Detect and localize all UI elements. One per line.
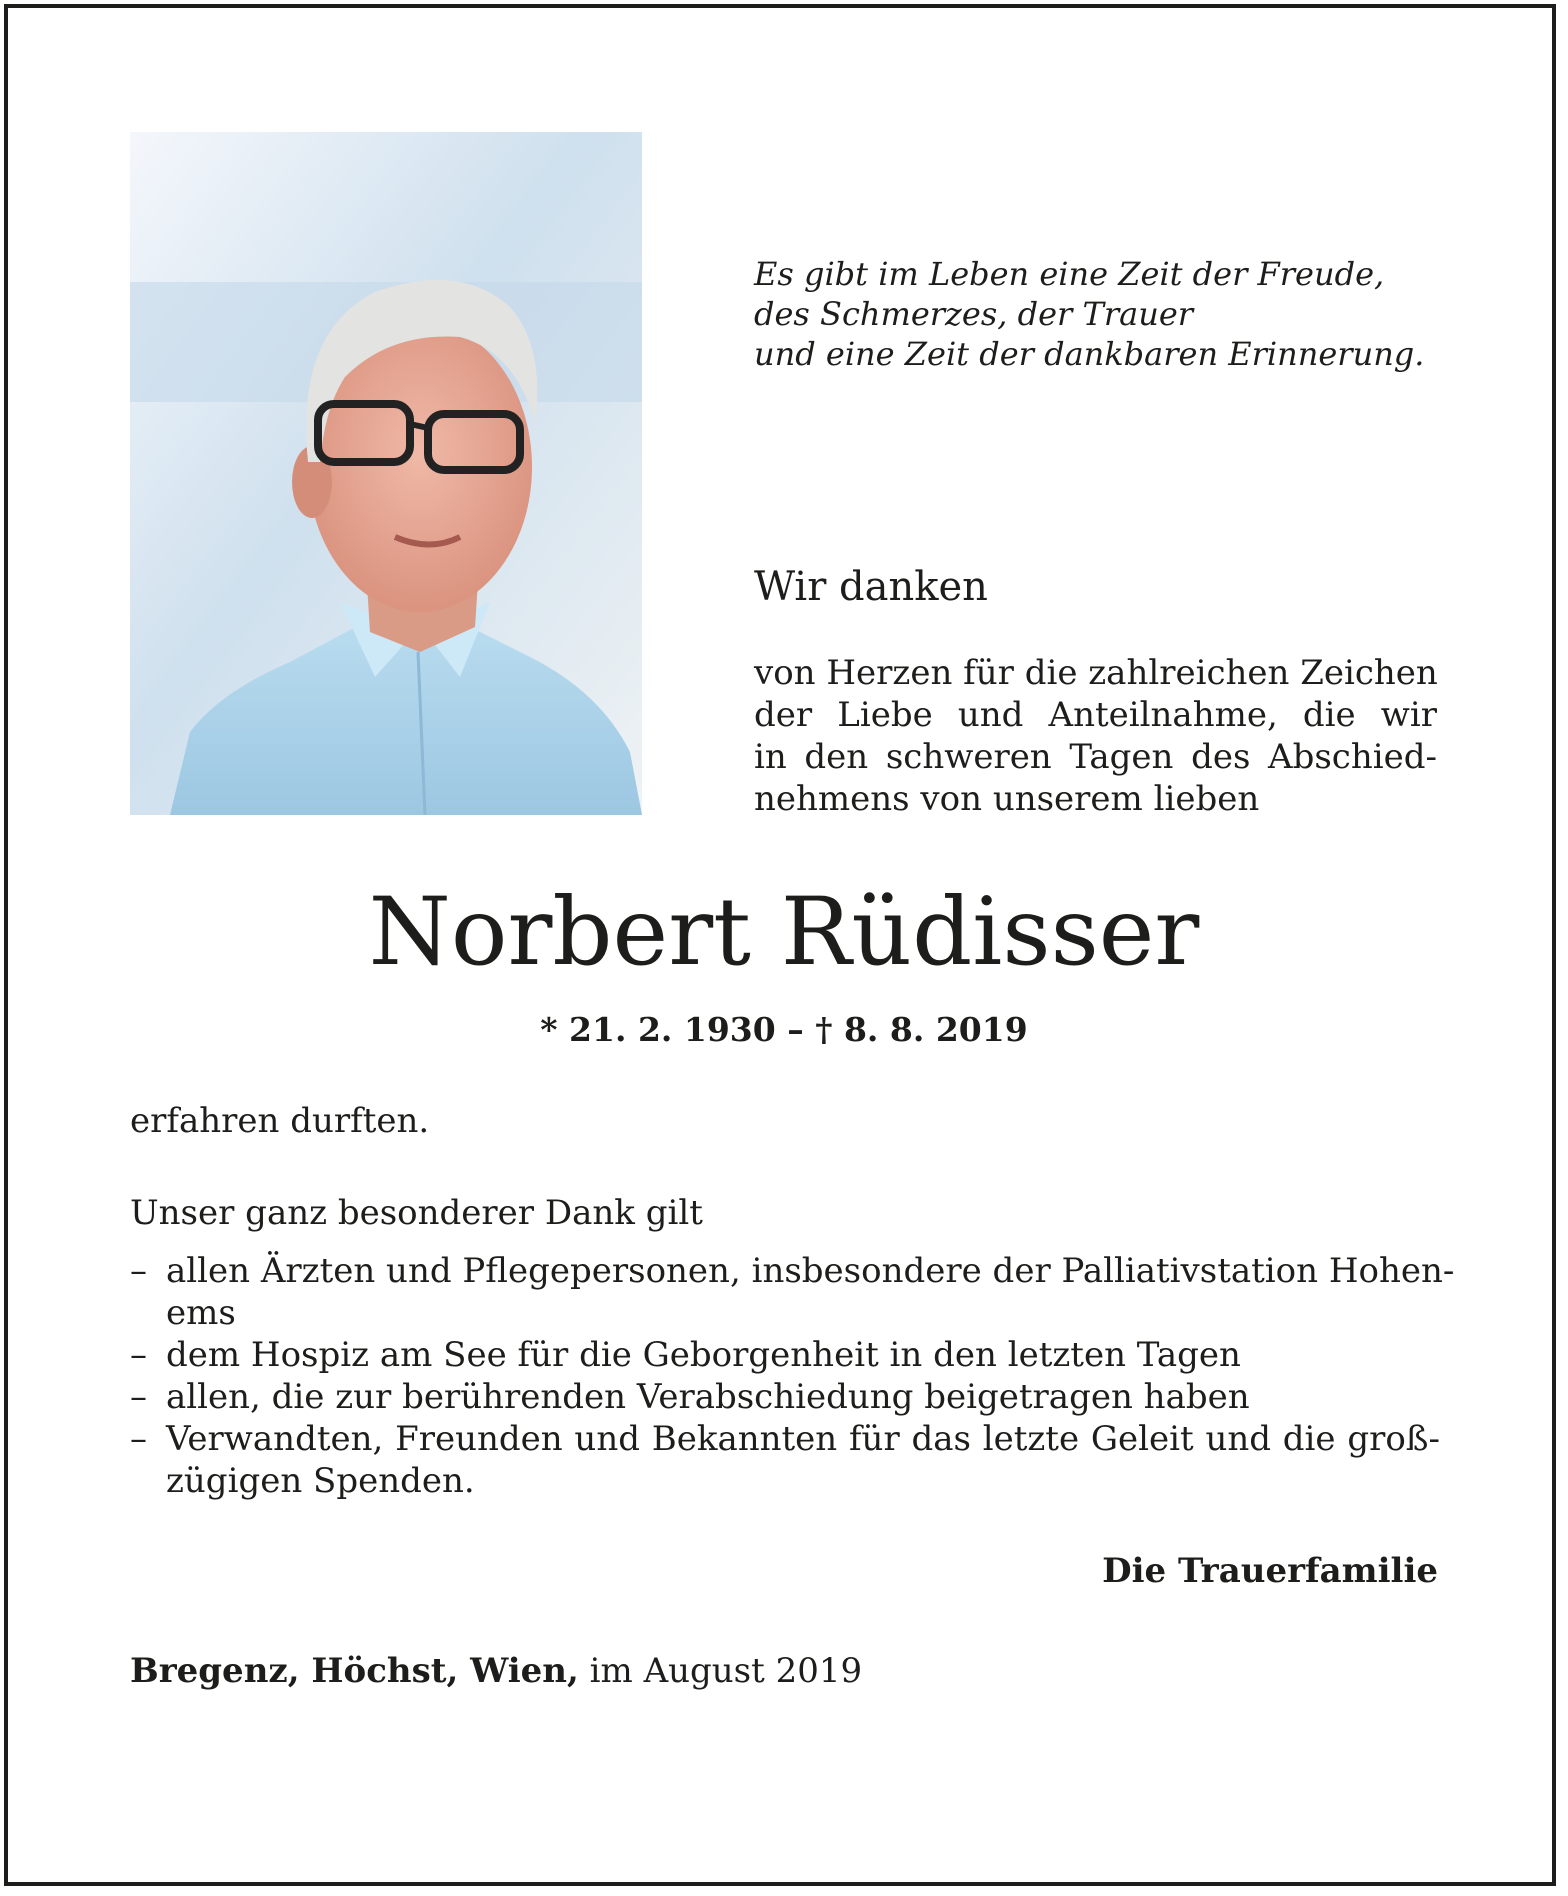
thanks-heading: Wir danken (754, 564, 988, 610)
dash-bullet: – (130, 1251, 147, 1291)
thanks-paragraph (754, 652, 1437, 820)
place-date: im August 2019 (589, 1651, 863, 1691)
list-item-line: ems (166, 1293, 236, 1333)
quote-line: des Schmerzes, der Trauer (754, 295, 1194, 333)
list-item-line: Verwandten, Freunden und Bekannten für das letzte Geleit und die groß- (166, 1419, 1440, 1459)
portrait-image (130, 132, 642, 815)
list-item (130, 1376, 1440, 1418)
list-item (130, 1250, 1455, 1334)
quote-line: Es gibt im Leben eine Zeit der Freude, (754, 255, 1385, 293)
list-item-line: allen, die zur berührenden Verabschiedung beigetragen haben (166, 1377, 1250, 1417)
list-item (130, 1418, 1440, 1502)
memorial-quote (754, 254, 1474, 374)
list-item (130, 1334, 1440, 1376)
closing-phrase: erfahren durften. (130, 1101, 430, 1141)
list-item-line: allen Ärzten und Pflegepersonen, insbesondere der Palliativstation Hohen- (166, 1251, 1455, 1291)
dash-bullet: – (130, 1377, 147, 1417)
list-intro: Unser ganz besonderer Dank gilt (130, 1193, 703, 1233)
thanks-line: von Herzen für die zahlreichen Zeichen (754, 653, 1438, 693)
portrait-photo (130, 132, 642, 815)
quote-line: und eine Zeit der dankbaren Erinnerung. (754, 335, 1425, 373)
signature: Die Trauerfamilie (1102, 1551, 1438, 1591)
thanks-line: der Liebe und Anteilnahme, die wir (754, 695, 1437, 735)
thanks-line: nehmens von unserem lieben (754, 779, 1260, 819)
place-locations: Bregenz, Höchst, Wien, (130, 1651, 579, 1691)
thanks-line: in den schweren Tagen des Abschied- (754, 737, 1437, 777)
list-item-line: dem Hospiz am See für die Geborgenheit in den letzten Tagen (166, 1335, 1241, 1375)
dash-bullet: – (130, 1419, 147, 1459)
dash-bullet: – (130, 1335, 147, 1375)
thanks-list (130, 1250, 1455, 1502)
life-dates: * 21. 2. 1930 – † 8. 8. 2019 (540, 1010, 1028, 1049)
deceased-name: Norbert Rüdisser (368, 878, 1200, 987)
place-and-date (130, 1650, 862, 1692)
list-item-line: zügigen Spenden. (166, 1461, 475, 1501)
